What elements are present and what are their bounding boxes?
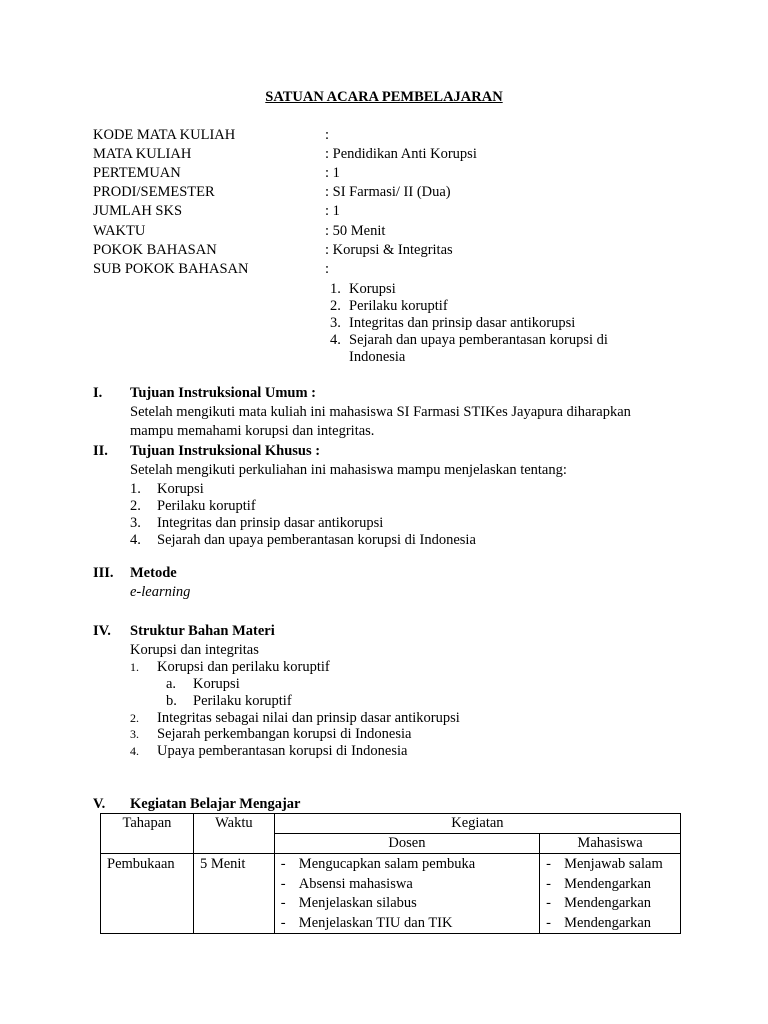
table-cell-dosen [274, 854, 539, 934]
list-number: 2. [330, 298, 341, 314]
sub-list-letter: b. [166, 693, 177, 709]
info-value: : [325, 261, 330, 277]
list-item: Integritas sebagai nilai dan prinsip dasar antikorupsi [157, 710, 460, 726]
sub-list-item: Korupsi [193, 676, 240, 692]
info-value: : [325, 127, 330, 143]
list-number: 4. [130, 532, 141, 548]
section-text: e-learning [130, 584, 191, 600]
info-value: : SI Farmasi/ II (Dua) [325, 184, 451, 200]
info-value: : 1 [325, 165, 340, 181]
section-heading: Kegiatan Belajar Mengajar [130, 796, 301, 812]
table-cell-waktu: 5 Menit [193, 854, 274, 934]
section-number: IV. [93, 623, 111, 639]
sub-list-item: Perilaku koruptif [193, 693, 292, 709]
list-item: Indonesia [349, 349, 406, 365]
section-text: Setelah mengikuti perkuliahan ini mahasiswa mampu menjelaskan tentang: [130, 462, 567, 478]
sub-list-letter: a. [166, 676, 177, 692]
table-row [101, 854, 681, 934]
table-header-kegiatan: Kegiatan [274, 814, 680, 834]
section-number: V. [93, 796, 106, 812]
list-item: - Mendengarkan [546, 875, 652, 892]
info-label: PRODI/SEMESTER [93, 184, 215, 200]
list-item: - Mendengarkan [546, 914, 652, 931]
info-value: : 1 [325, 203, 340, 219]
info-label: SUB POKOK BAHASAN [93, 261, 249, 277]
list-number: 3. [130, 515, 141, 531]
list-item: Sejarah dan upaya pemberantasan korupsi di Indonesia [157, 532, 476, 548]
list-item: Korupsi dan perilaku koruptif [157, 659, 330, 675]
list-item: Integritas dan prinsip dasar antikorupsi [349, 315, 576, 331]
section-heading: Tujuan Instruksional Umum : [130, 385, 317, 401]
list-item: Korupsi [349, 281, 396, 297]
section-text: mampu memahami korupsi dan integritas. [130, 423, 375, 439]
list-item: - Mengucapkan salam pembuka [280, 856, 476, 872]
section-heading: Tujuan Instruksional Khusus : [130, 443, 321, 459]
section-text: Setelah mengikuti mata kuliah ini mahasiswa SI Farmasi STIKes Jayapura diharapkan [130, 404, 631, 420]
document-title: SATUAN ACARA PEMBELAJARAN [265, 89, 503, 105]
list-number: 4. [130, 744, 139, 758]
section-heading: Metode [130, 565, 177, 581]
info-label: WAKTU [93, 223, 146, 239]
info-value: : Korupsi & Integritas [325, 242, 453, 258]
section-heading: Struktur Bahan Materi [130, 623, 275, 639]
list-item: Sejarah dan upaya pemberantasan korupsi di [349, 332, 608, 348]
section-text: Korupsi dan integritas [130, 642, 259, 658]
info-label: MATA KULIAH [93, 146, 192, 162]
list-item: Perilaku koruptif [157, 498, 256, 514]
list-item: Perilaku koruptif [349, 298, 448, 314]
info-value: : Pendidikan Anti Korupsi [325, 146, 477, 162]
list-number: 2. [130, 711, 139, 725]
list-number: 4. [330, 332, 341, 348]
table-header-waktu: Waktu [193, 814, 274, 854]
info-label: KODE MATA KULIAH [93, 127, 236, 143]
section-number: I. [93, 385, 103, 401]
list-item: Korupsi [157, 481, 204, 497]
table-header-mahasiswa: Mahasiswa [540, 834, 681, 854]
list-item: Sejarah perkembangan korupsi di Indonesia [157, 726, 412, 742]
info-label: JUMLAH SKS [93, 203, 183, 219]
list-number: 2. [130, 498, 141, 514]
table-header-tahapan: Tahapan [101, 814, 194, 854]
activity-table [100, 813, 681, 934]
list-item: - Menjawab salam [546, 856, 663, 872]
list-item: - Absensi mahasiswa [280, 875, 413, 892]
list-number: 3. [330, 315, 341, 331]
table-cell-mahasiswa [540, 854, 681, 934]
table-header-dosen: Dosen [274, 834, 539, 854]
info-label: POKOK BAHASAN [93, 242, 217, 258]
info-value: : 50 Menit [325, 223, 386, 239]
section-number: III. [93, 565, 114, 581]
section-number: II. [93, 443, 108, 459]
list-number: 3. [130, 727, 139, 741]
list-item: Upaya pemberantasan korupsi di Indonesia [157, 743, 408, 759]
list-number: 1. [130, 660, 139, 674]
list-number: 1. [130, 481, 141, 497]
info-label: PERTEMUAN [93, 165, 181, 181]
list-number: 1. [330, 281, 341, 297]
list-item: Integritas dan prinsip dasar antikorupsi [157, 515, 384, 531]
list-item: - Menjelaskan silabus [280, 895, 417, 911]
list-item: - Menjelaskan TIU dan TIK [280, 914, 453, 931]
list-item: - Mendengarkan [546, 895, 652, 911]
table-cell-tahapan: Pembukaan [101, 854, 194, 934]
